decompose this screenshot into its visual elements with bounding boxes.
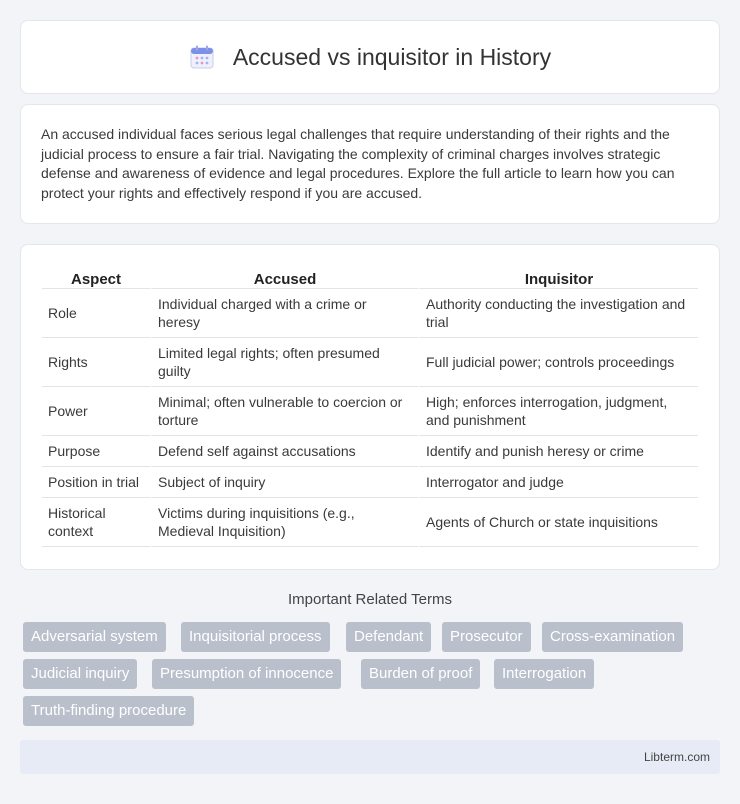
cell-accused: Minimal; often vulnerable to coercion or torture xyxy=(150,387,418,436)
cell-accused: Victims during inquisitions (e.g., Medieval Inquisition) xyxy=(150,498,418,547)
footer-site-link[interactable]: Libterm.com xyxy=(643,750,710,764)
cell-accused: Subject of inquiry xyxy=(150,467,418,498)
tag-judicial-inquiry[interactable]: Judicial inquiry xyxy=(23,659,137,689)
tag-cross-examination[interactable]: Cross-examination xyxy=(542,622,683,652)
cell-inquisitor: High; enforces interrogation, judgment, and punishment xyxy=(418,387,698,436)
comparison-table-card xyxy=(20,244,720,570)
header-aspect: Aspect xyxy=(42,265,150,289)
table-header-row xyxy=(42,265,698,289)
header-inquisitor: Inquisitor xyxy=(418,265,698,289)
footer xyxy=(20,740,720,774)
cell-accused: Individual charged with a crime or heresy xyxy=(150,289,418,338)
table-row xyxy=(42,289,698,338)
cell-inquisitor: Authority conducting the investigation and trial xyxy=(418,289,698,338)
tag-interrogation[interactable]: Interrogation xyxy=(494,659,594,689)
cell-aspect: Role xyxy=(42,289,150,338)
header-inner xyxy=(189,44,551,71)
table-row xyxy=(42,467,698,498)
calendar-icon xyxy=(189,44,215,70)
related-terms-title: Important Related Terms xyxy=(288,591,452,608)
cell-aspect: Power xyxy=(42,387,150,436)
header-accused: Accused xyxy=(150,265,418,289)
tag-presumption-of-innocence[interactable]: Presumption of innocence xyxy=(152,659,341,689)
tag-prosecutor[interactable]: Prosecutor xyxy=(442,622,531,652)
cell-aspect: Historical context xyxy=(42,498,150,547)
table-row xyxy=(42,436,698,467)
cell-accused: Defend self against accusations xyxy=(150,436,418,467)
cell-inquisitor: Agents of Church or state inquisitions xyxy=(418,498,698,547)
page-title: Accused vs inquisitor in History xyxy=(232,43,552,70)
tag-inquisitorial-process[interactable]: Inquisitorial process xyxy=(181,622,330,652)
cell-accused: Limited legal rights; often presumed guilty xyxy=(150,338,418,387)
cell-aspect: Purpose xyxy=(42,436,150,467)
table-row xyxy=(42,338,698,387)
header-card xyxy=(20,20,720,94)
cell-inquisitor: Identify and punish heresy or crime xyxy=(418,436,698,467)
table-row xyxy=(42,387,698,436)
tag-defendant[interactable]: Defendant xyxy=(346,622,431,652)
cell-inquisitor: Interrogator and judge xyxy=(418,467,698,498)
cell-inquisitor: Full judicial power; controls proceedings xyxy=(418,338,698,387)
tag-burden-of-proof[interactable]: Burden of proof xyxy=(361,659,480,689)
tag-adversarial-system[interactable]: Adversarial system xyxy=(23,622,166,652)
tag-truth-finding-procedure[interactable]: Truth-finding procedure xyxy=(23,696,194,726)
comparison-table xyxy=(42,265,698,547)
cell-aspect: Rights xyxy=(42,338,150,387)
table-row xyxy=(42,498,698,547)
cell-aspect: Position in trial xyxy=(42,467,150,498)
intro-card xyxy=(20,104,720,224)
intro-text: An accused individual faces serious legal challenges that require understanding of their rights and the judicial process to ensure a fair trial. Navigating the complexity of criminal charges involves strategic defense and awareness of evidence and legal procedures. Explore the full article to learn how you can protect your rights and effectively respond if you are accused. xyxy=(41,126,675,201)
